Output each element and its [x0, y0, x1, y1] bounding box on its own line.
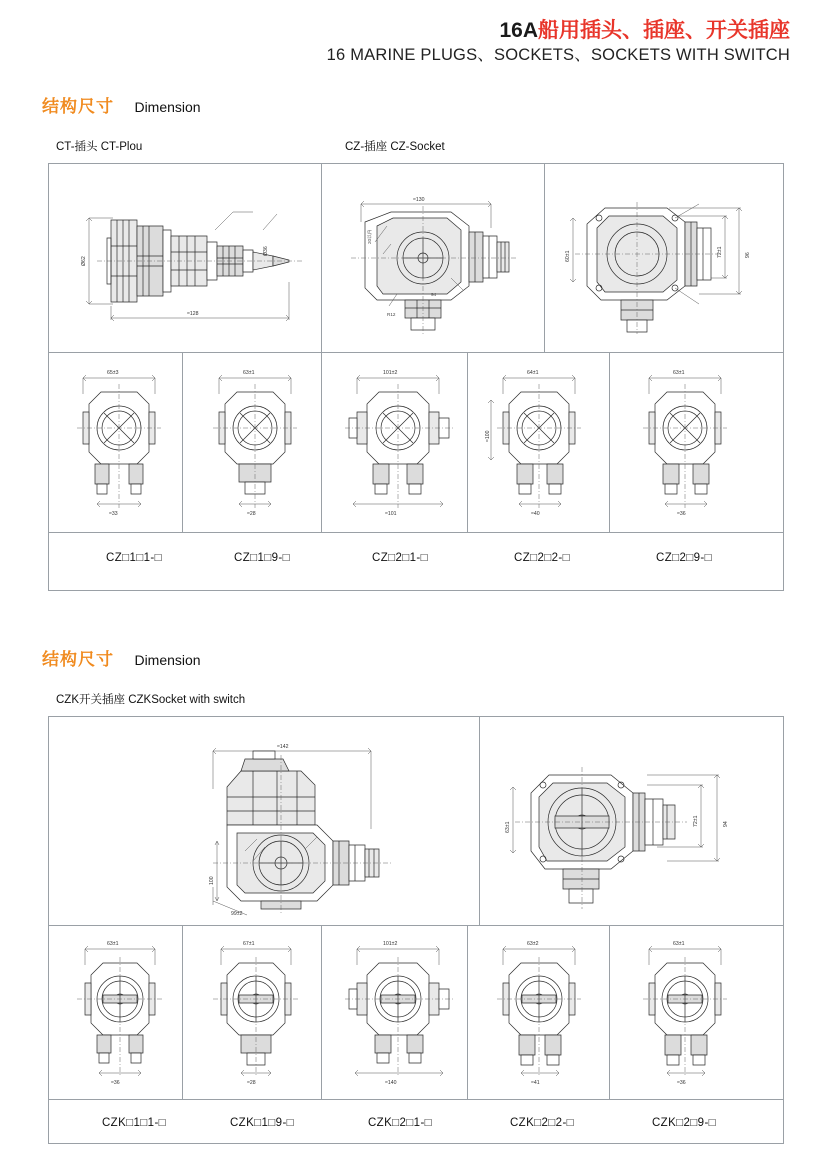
- dim-k2-bottom: ≈28: [247, 1080, 256, 1086]
- drawing-czk-view-1: [63, 933, 175, 1093]
- model-label-czk-5: CZK□2□9-□: [651, 1117, 717, 1129]
- dim-k4-bottom: ≈41: [531, 1080, 540, 1086]
- drawing-panel-cz: [48, 163, 784, 591]
- drawing-cz-view-4: [481, 360, 597, 524]
- dim-v3-bottom: ≈101: [385, 511, 397, 517]
- dim-v1-bottom: ≈33: [109, 511, 118, 517]
- dim-v1-top: 65±3: [107, 370, 119, 376]
- model-label-cz-3: CZ□2□1-□: [372, 552, 428, 564]
- model-label-czk-2: CZK□1□9-□: [229, 1117, 295, 1129]
- panel2-divider-horizontal: [49, 925, 783, 926]
- section-2-heading: [42, 645, 201, 670]
- dim-socket-front-width: ≈130: [413, 197, 425, 203]
- panel-divider-v2: [321, 352, 322, 532]
- panel2-divider-v4: [609, 925, 610, 1099]
- drawing-panel-czk: [48, 716, 784, 1144]
- dim-side-h2: 96: [745, 252, 751, 258]
- dim-v2-top: 63±1: [243, 370, 255, 376]
- model-label-czk-4: CZK□2□2-□: [509, 1117, 575, 1129]
- panel-divider-v-top2: [544, 164, 545, 352]
- drawing-czk-view-5: [627, 933, 743, 1093]
- dim-k3-bottom: ≈140: [385, 1080, 397, 1086]
- dim-czk-angle: 99±2: [231, 911, 243, 917]
- dim-socket-r: R12: [387, 312, 396, 317]
- dim-side-h1: 72±1: [717, 246, 723, 258]
- section-1-heading-en: Dimension: [134, 99, 201, 115]
- panel2-divider-v3: [467, 925, 468, 1099]
- dim-k5-top: 63±1: [673, 941, 685, 947]
- model-label-cz-5: CZ□2□9-□: [656, 552, 712, 564]
- panel2-divider-v1: [182, 925, 183, 1099]
- title-chinese-text: 船用插头、插座、开关插座: [538, 19, 790, 42]
- panel-divider-horizontal: [49, 352, 783, 353]
- dim-socket-h: 94: [431, 292, 437, 297]
- drawing-ct-plug: [67, 186, 317, 336]
- dim-k5-bottom: ≈36: [677, 1080, 686, 1086]
- dim-k1-bottom: ≈36: [111, 1080, 120, 1086]
- drawing-czk-front: [157, 729, 447, 919]
- panel2-divider-v2: [321, 925, 322, 1099]
- dim-v5-top: 63±1: [673, 370, 685, 376]
- drawing-cz-view-2: [199, 360, 311, 524]
- drawing-cz-socket-front: [331, 182, 531, 342]
- document-header: [0, 18, 790, 66]
- panel-divider-v4: [609, 352, 610, 532]
- drawing-czk-view-4: [481, 933, 597, 1093]
- dim-side-h3: 60±1: [565, 250, 571, 262]
- dim-czk-front-width: ≈142: [277, 744, 289, 750]
- dim-plug-dia: Ø62: [81, 256, 87, 266]
- dim-v4-top: 64±1: [527, 370, 539, 376]
- model-label-cz-2: CZ□1□9-□: [234, 552, 290, 564]
- dim-v5-bottom: ≈36: [677, 511, 686, 517]
- section-2-heading-en: Dimension: [134, 652, 201, 668]
- drawing-czk-view-2: [199, 933, 311, 1093]
- caption-ct-plug: CT-插头 CT-Plou: [56, 141, 143, 153]
- drawing-cz-view-1: [63, 360, 175, 524]
- panel-divider-horizontal-2: [49, 532, 783, 533]
- dim-czk-side-h3: 63±1: [505, 821, 511, 833]
- model-label-cz-4: CZ□2□2-□: [514, 552, 570, 564]
- drawing-cz-view-5: [627, 360, 743, 524]
- model-label-czk-3: CZK□2□1-□: [367, 1117, 433, 1129]
- panel2-divider-horizontal-2: [49, 1099, 783, 1100]
- panel-divider-v1: [182, 352, 183, 532]
- title-chinese: [0, 18, 790, 44]
- dim-v4-bottom: ≈40: [531, 511, 540, 517]
- dim-k4-top: 63±2: [527, 941, 539, 947]
- drawing-cz-view-3: [339, 360, 459, 524]
- title-english: 16 MARINE PLUGS、SOCKETS、SOCKETS WITH SWITCH: [326, 46, 790, 64]
- model-label-czk-1: CZK□1□1-□: [101, 1117, 167, 1129]
- drawing-panel-czk-inner: [49, 717, 783, 1143]
- dim-plug-small: Ø36: [263, 246, 269, 256]
- dim-k1-top: 63±1: [107, 941, 119, 947]
- dim-plug-len: ≈128: [187, 311, 199, 317]
- dim-czk-side-h1: 72±1: [693, 815, 699, 827]
- dim-v3-top: 101±2: [383, 370, 398, 376]
- drawing-cz-socket-side: [549, 182, 769, 342]
- dim-k2-top: 67±1: [243, 941, 255, 947]
- drawing-czk-side: [487, 743, 747, 923]
- caption-cz-socket: CZ-插座 CZ-Socket: [345, 141, 445, 153]
- caption-czk-socket: CZK开关插座 CZKSocket with switch: [56, 694, 246, 706]
- dim-czk-side: 100: [209, 876, 215, 885]
- model-label-cz-1: CZ□1□1-□: [106, 552, 162, 564]
- dim-czk-side-h2: 94: [723, 821, 729, 827]
- section-1-heading: [42, 92, 201, 117]
- dim-v2-bottom: ≈28: [247, 511, 256, 517]
- panel2-divider-v-top: [479, 717, 480, 925]
- drawing-panel-cz-inner: [49, 164, 783, 590]
- drawing-czk-view-3: [339, 933, 459, 1093]
- panel-divider-v-top: [321, 164, 322, 352]
- dim-v4-left: ≈100: [485, 430, 491, 442]
- dim-k3-top: 101±2: [383, 941, 398, 947]
- section-1-heading-cn: 结构尺寸: [42, 97, 114, 116]
- section-2-heading-cn: 结构尺寸: [42, 650, 114, 669]
- dim-socket-thread: 20以内: [367, 229, 372, 244]
- title-prefix: 16A: [499, 19, 538, 42]
- panel-divider-v3: [467, 352, 468, 532]
